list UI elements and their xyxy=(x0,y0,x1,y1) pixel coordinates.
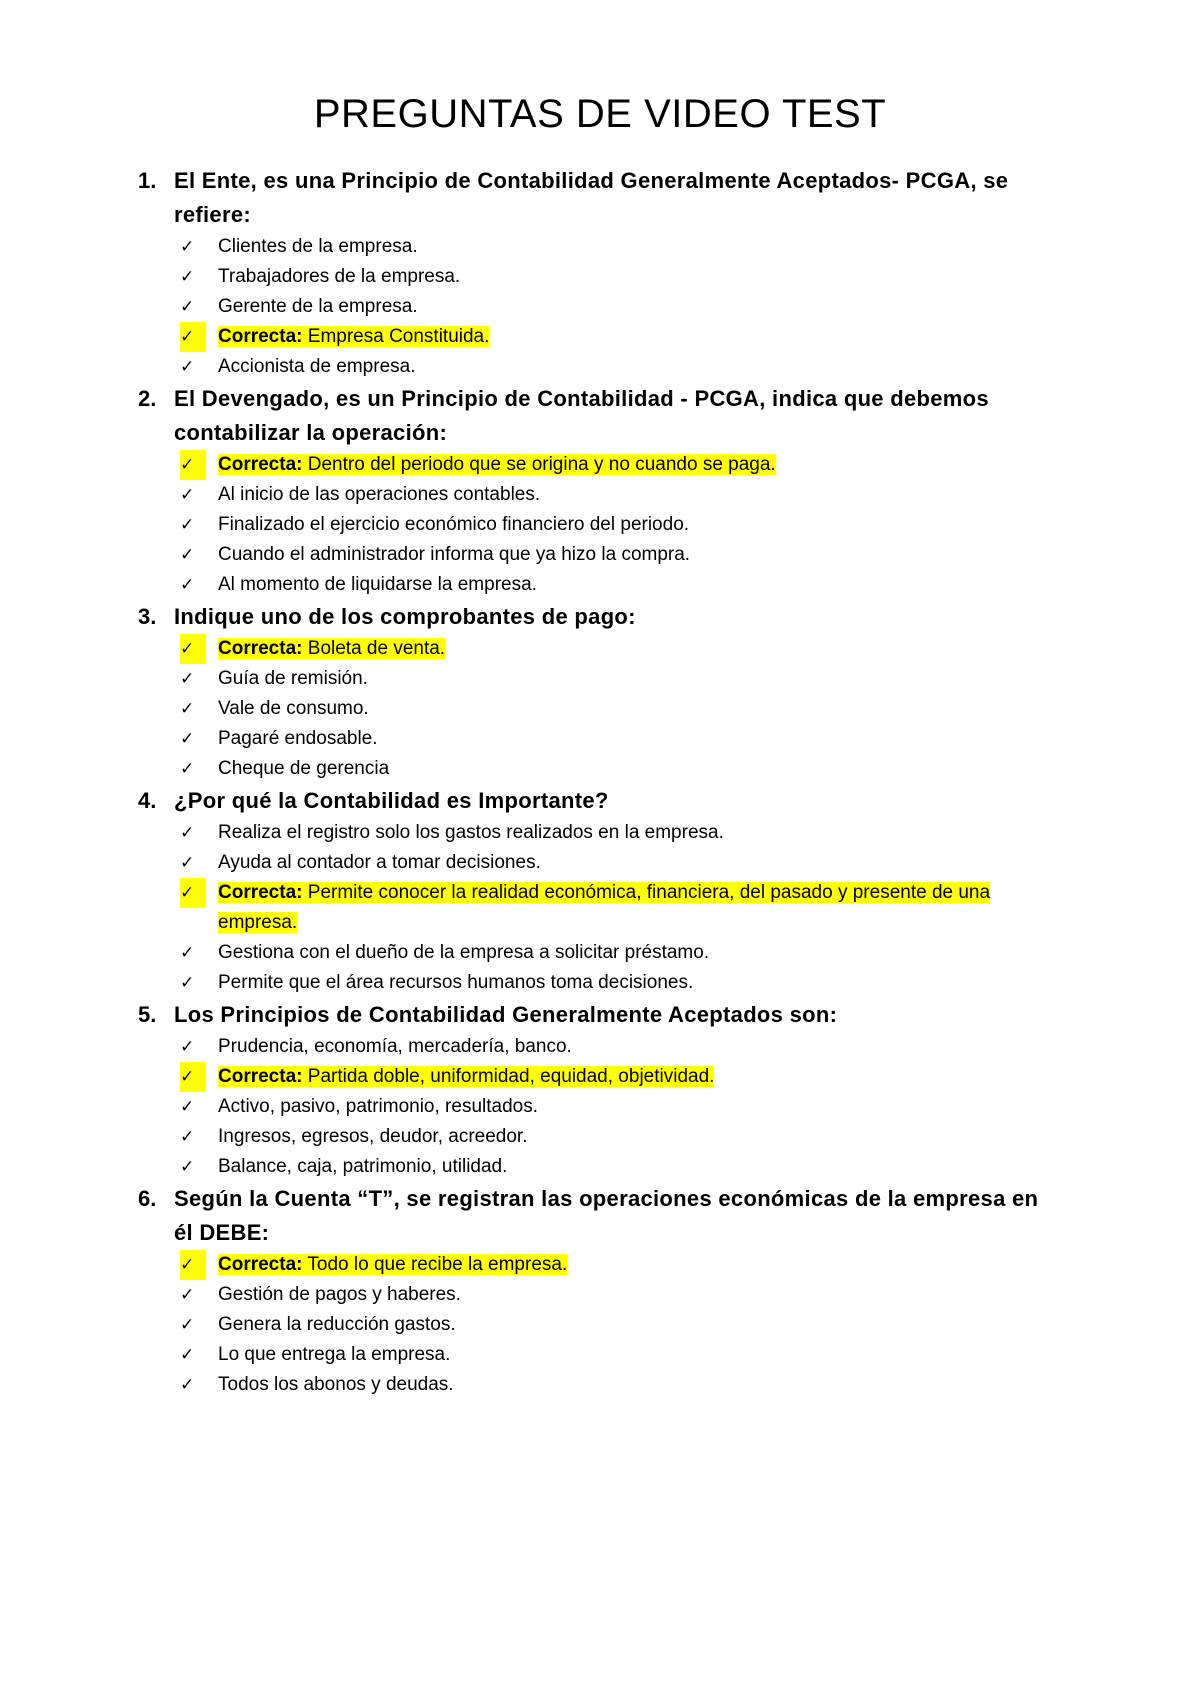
answer-option xyxy=(180,1092,1058,1122)
answer-option xyxy=(180,510,1058,540)
answer-option xyxy=(180,480,1058,510)
check-icon: ✓ xyxy=(180,322,206,352)
question-text: El Devengado, es un Principio de Contabilidad - PCGA, indica que debemos contabilizar la operación: xyxy=(174,386,989,445)
check-icon: ✓ xyxy=(180,853,195,873)
answer-option xyxy=(180,724,1058,754)
question-item xyxy=(0,784,1200,998)
check-icon: ✓ xyxy=(180,575,195,595)
check-icon: ✓ xyxy=(180,1345,195,1365)
answer-option xyxy=(180,938,1058,968)
option-content xyxy=(218,356,416,377)
option-content xyxy=(218,544,690,565)
option-text: Al momento de liquidarse la empresa. xyxy=(218,574,537,595)
option-text: Permite conocer la realidad económica, financiera, del pasado y presente de una empresa. xyxy=(218,882,991,933)
question-item xyxy=(0,382,1200,600)
answer-options xyxy=(0,450,1200,600)
option-content xyxy=(218,326,489,347)
option-text: Boleta de venta. xyxy=(307,638,446,659)
correct-label: Correcta: xyxy=(218,1254,303,1275)
answer-option xyxy=(180,262,1058,292)
question-number: 2. xyxy=(138,386,157,411)
option-text: Realiza el registro solo los gastos realizados en la empresa. xyxy=(218,822,724,843)
option-text: Gestión de pagos y haberes. xyxy=(218,1284,461,1305)
option-content xyxy=(218,698,369,719)
answer-option xyxy=(180,352,1058,382)
option-text: Todos los abonos y deudas. xyxy=(218,1374,454,1395)
check-icon: ✓ xyxy=(180,1375,195,1395)
question-number: 1. xyxy=(138,168,157,193)
option-text: Genera la reducción gastos. xyxy=(218,1314,456,1335)
option-text: Lo que entrega la empresa. xyxy=(218,1344,451,1365)
check-icon: ✓ xyxy=(180,515,195,535)
option-text: Accionista de empresa. xyxy=(218,356,416,377)
answer-option xyxy=(180,968,1058,998)
option-content xyxy=(218,972,693,993)
option-content xyxy=(218,266,460,287)
answer-options xyxy=(0,232,1200,382)
option-content xyxy=(218,942,709,963)
option-text: Empresa Constituida. xyxy=(307,326,490,347)
option-text: Gerente de la empresa. xyxy=(218,296,418,317)
option-content xyxy=(218,484,540,505)
option-content xyxy=(218,758,389,779)
answer-option xyxy=(180,1340,1058,1370)
option-content xyxy=(218,882,990,933)
option-text: Prudencia, economía, mercadería, banco. xyxy=(218,1036,572,1057)
question-list xyxy=(0,164,1200,1400)
correct-label: Correcta: xyxy=(218,454,303,475)
option-text: Vale de consumo. xyxy=(218,698,369,719)
option-content xyxy=(218,1374,454,1395)
option-content xyxy=(218,1314,456,1335)
option-text: Gestiona con el dueño de la empresa a solicitar préstamo. xyxy=(218,942,710,963)
answer-options xyxy=(0,1032,1200,1182)
option-content xyxy=(218,1284,461,1305)
option-text: Clientes de la empresa. xyxy=(218,236,418,257)
check-icon: ✓ xyxy=(180,634,206,664)
correct-answer-option xyxy=(180,634,1058,664)
answer-options xyxy=(0,1250,1200,1400)
option-content xyxy=(218,1036,572,1057)
question-item xyxy=(0,600,1200,784)
check-icon: ✓ xyxy=(180,450,206,480)
answer-option xyxy=(180,570,1058,600)
check-icon: ✓ xyxy=(180,823,195,843)
option-content xyxy=(218,638,445,659)
option-content xyxy=(218,1066,714,1087)
correct-answer-option xyxy=(180,1250,1058,1280)
answer-option xyxy=(180,292,1058,322)
option-text: Guía de remisión. xyxy=(218,668,368,689)
check-icon: ✓ xyxy=(180,297,195,317)
page-title: PREGUNTAS DE VIDEO TEST xyxy=(313,92,887,136)
answer-option xyxy=(180,1152,1058,1182)
answer-option xyxy=(180,1310,1058,1340)
check-icon: ✓ xyxy=(180,357,195,377)
option-text: Ingresos, egresos, deudor, acreedor. xyxy=(218,1126,528,1147)
answer-option xyxy=(180,754,1058,784)
correct-label: Correcta: xyxy=(218,1066,303,1087)
check-icon: ✓ xyxy=(180,1127,195,1147)
check-icon: ✓ xyxy=(180,1157,195,1177)
option-text: Permite que el área recursos humanos toma decisiones. xyxy=(218,972,694,993)
answer-option xyxy=(180,1280,1058,1310)
answer-option xyxy=(180,818,1058,848)
check-icon: ✓ xyxy=(180,1315,195,1335)
question-text: ¿Por qué la Contabilidad es Importante? xyxy=(174,788,609,813)
option-content xyxy=(218,1126,527,1147)
question-item xyxy=(0,164,1200,382)
answer-option xyxy=(180,1032,1058,1062)
question-number: 4. xyxy=(138,788,157,813)
option-content xyxy=(218,236,418,257)
check-icon: ✓ xyxy=(180,267,195,287)
correct-answer-option xyxy=(180,1062,1058,1092)
answer-option xyxy=(180,1370,1058,1400)
question-text: Según la Cuenta “T”, se registran las operaciones económicas de la empresa en él DEBE: xyxy=(174,1186,1039,1245)
option-content xyxy=(218,852,541,873)
check-icon: ✓ xyxy=(180,729,195,749)
correct-answer-option xyxy=(180,322,1058,352)
check-icon: ✓ xyxy=(180,1097,195,1117)
question-text: Indique uno de los comprobantes de pago: xyxy=(174,604,636,629)
option-content xyxy=(218,1156,507,1177)
correct-label: Correcta: xyxy=(218,638,303,659)
answer-option xyxy=(180,848,1058,878)
check-icon: ✓ xyxy=(180,1037,195,1057)
check-icon: ✓ xyxy=(180,878,206,908)
option-text: Partida doble, uniformidad, equidad, objetividad. xyxy=(307,1066,715,1087)
answer-option xyxy=(180,694,1058,724)
option-content xyxy=(218,574,537,595)
check-icon: ✓ xyxy=(180,237,195,257)
question-item xyxy=(0,998,1200,1182)
check-icon: ✓ xyxy=(180,545,195,565)
question-text: Los Principios de Contabilidad Generalmente Aceptados son: xyxy=(174,1002,838,1027)
option-text: Finalizado el ejercicio económico financiero del periodo. xyxy=(218,514,690,535)
question-item xyxy=(0,1182,1200,1400)
check-icon: ✓ xyxy=(180,1250,206,1280)
check-icon: ✓ xyxy=(180,1285,195,1305)
option-content xyxy=(218,1344,450,1365)
question-number: 6. xyxy=(138,1186,157,1211)
option-content xyxy=(218,822,724,843)
option-text: Trabajadores de la empresa. xyxy=(218,266,461,287)
check-icon: ✓ xyxy=(180,973,195,993)
option-content xyxy=(218,514,689,535)
option-text: Activo, pasivo, patrimonio, resultados. xyxy=(218,1096,538,1117)
option-text: Cheque de gerencia xyxy=(218,758,390,779)
answer-option xyxy=(180,232,1058,262)
option-text: Ayuda al contador a tomar decisiones. xyxy=(218,852,541,873)
option-content xyxy=(218,668,368,689)
option-content xyxy=(218,296,418,317)
option-text: Todo lo que recibe la empresa. xyxy=(307,1254,568,1275)
check-icon: ✓ xyxy=(180,943,195,963)
question-text: El Ente, es una Principio de Contabilidad Generalmente Aceptados- PCGA, se refiere: xyxy=(174,168,1009,227)
option-text: Cuando el administrador informa que ya hizo la compra. xyxy=(218,544,691,565)
option-content xyxy=(218,454,776,475)
correct-label: Correcta: xyxy=(218,326,303,347)
option-text: Balance, caja, patrimonio, utilidad. xyxy=(218,1156,508,1177)
option-text: Pagaré endosable. xyxy=(218,728,378,749)
answer-option xyxy=(180,540,1058,570)
check-icon: ✓ xyxy=(180,759,195,779)
answer-option xyxy=(180,1122,1058,1152)
answer-options xyxy=(0,818,1200,998)
option-content xyxy=(218,728,378,749)
check-icon: ✓ xyxy=(180,699,195,719)
check-icon: ✓ xyxy=(180,485,195,505)
question-number: 5. xyxy=(138,1002,157,1027)
check-icon: ✓ xyxy=(180,1062,206,1092)
answer-options xyxy=(0,634,1200,784)
question-number: 3. xyxy=(138,604,157,629)
check-icon: ✓ xyxy=(180,669,195,689)
correct-answer-option xyxy=(180,450,1058,480)
option-content xyxy=(218,1096,538,1117)
option-text: Dentro del periodo que se origina y no cuando se paga. xyxy=(307,454,776,475)
correct-answer-option xyxy=(180,878,1058,938)
answer-option xyxy=(180,664,1058,694)
option-text: Al inicio de las operaciones contables. xyxy=(218,484,541,505)
option-content xyxy=(218,1254,567,1275)
correct-label: Correcta: xyxy=(218,882,303,903)
